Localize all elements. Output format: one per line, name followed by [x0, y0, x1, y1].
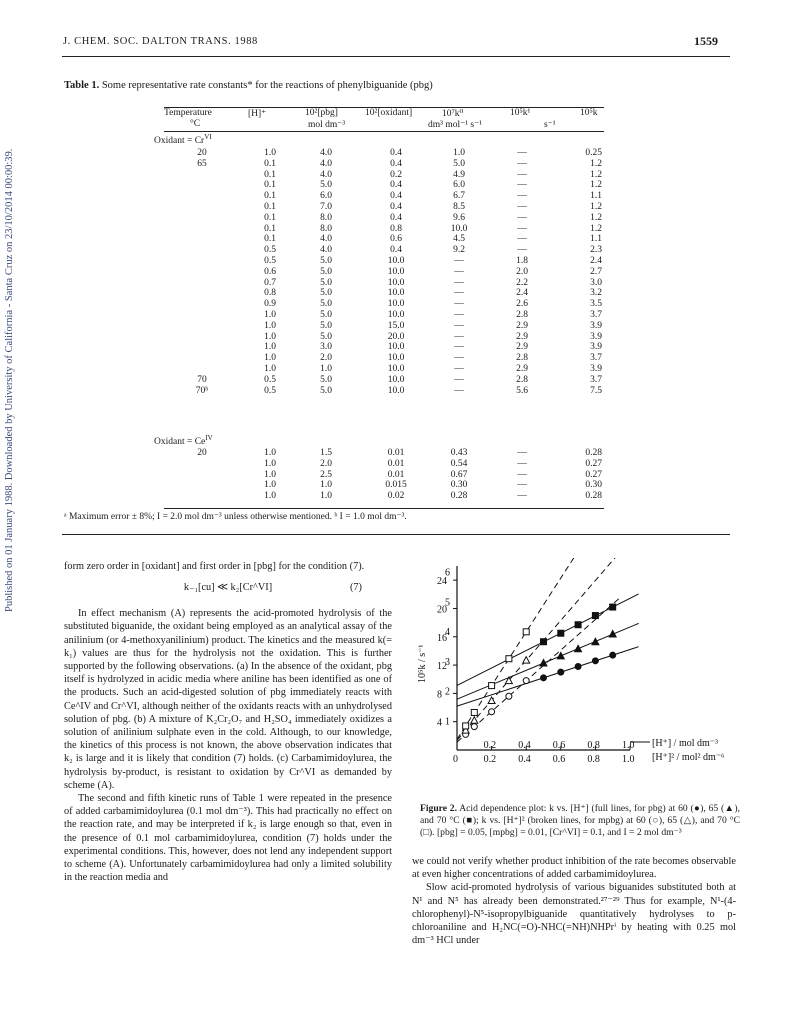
- cell-pbg: 2.0: [320, 458, 332, 469]
- cell-h-plus: 0.5: [264, 245, 276, 256]
- cell-h-plus: 1.0: [264, 310, 276, 320]
- right-paragraph-1: we could not verify whether product inhibition of the rate becomes observable at even higher concentrations of added carbamimidoylurea.: [412, 856, 736, 881]
- cell-h-plus: 0.5: [264, 256, 276, 266]
- cell-pbg: 4.0: [320, 234, 332, 245]
- cell-k0: 0.43: [450, 448, 468, 458]
- cell-pbg: 4.0: [320, 169, 332, 180]
- cell-h-plus: 0.1: [264, 169, 276, 180]
- section-ce: Oxidant = $Ce^{IV}$: [154, 434, 213, 448]
- table-row: [150, 202, 620, 213]
- data-point-circle: [471, 724, 477, 730]
- cell-h-plus: 0.1: [264, 158, 276, 169]
- cell-k: 2.7: [590, 266, 602, 277]
- cell-pbg: 5.0: [320, 266, 332, 277]
- x-top-tick-label: 0.4: [518, 740, 531, 751]
- header-s-unit: s⁻¹: [544, 120, 556, 130]
- cell-h-plus: 1.0: [264, 320, 276, 331]
- cell-k1: 2.9: [516, 331, 528, 342]
- table-row: [150, 256, 620, 267]
- cell-k1: —: [517, 158, 527, 169]
- table-row: [150, 159, 620, 170]
- equation-number: (7): [349, 582, 362, 594]
- cell-pbg: 1.5: [320, 448, 332, 458]
- x-top-tick-label: 0.8: [587, 740, 600, 751]
- cell-pbg: 4.0: [320, 158, 332, 169]
- x-bottom-tick-label: 0.2: [483, 754, 497, 765]
- header-conc-unit: mol dm⁻³: [308, 120, 346, 130]
- cell-k: 3.0: [590, 277, 602, 288]
- cell-oxidant: 0.01: [387, 458, 405, 469]
- acid-dependence-plot: [415, 558, 745, 798]
- table-footnote: ᵃ Maximum error ± 8%; I = 2.0 mol dm⁻³ unless otherwise mentioned. ᵇ I = 1.0 mol dm⁻³.: [64, 512, 407, 522]
- table-row: [150, 332, 620, 343]
- data-point-circle: [523, 678, 529, 684]
- x-bottom-tick-label: 0.4: [518, 754, 531, 765]
- y-inner-tick-label: 3: [445, 656, 450, 668]
- cell-h-plus: 0.9: [264, 299, 276, 310]
- data-point-circle: [558, 669, 564, 675]
- table-label: Table 1.: [64, 80, 100, 91]
- data-point-circle: [575, 663, 581, 669]
- cell-k: 0.28: [585, 491, 602, 502]
- page-number: 1559: [694, 34, 718, 48]
- data-point-circle: [592, 658, 598, 664]
- table-row: [150, 191, 620, 202]
- table-row: [150, 364, 620, 375]
- table-row: [150, 491, 620, 502]
- cell-k0: 6.7: [453, 191, 465, 202]
- table-row: [150, 180, 620, 191]
- cell-k1: —: [517, 191, 527, 202]
- left-paragraph-1: In effect mechanism (A) represents the acid-promoted hydrolysis of the substituted biguanide, the oxidant being employed as an analytical assay of the anilinium (or 4-methoxyanilinium) product. The kinetics and the measured k(= k₁) values are thus for the hydrolysis not the oxidation. This is further supported by the following observations. (a) In the absence of the oxidant, pbg itself is hydrolyzed in acidic media where aniline has been identified as one of the products. Such an acid-digested solution of pbg immediately reacts with Ce^IV and Cr^VI, although neither of the oxidants reacts with an unhydrolysed solution of pbg. (b) A mixture of K₂Cr₂O₇ and H₂SO₄ immediately oxidizes a solution of anilinium sulphate even in the cold. Although, to our knowledge, the kinetics of this process is not known, the above observation indicates that k₂ is large and it is likely that condition (7) holds. (c) Carbamimidoylurea, the hydrolysis by-product, is resistant to oxidation by Cr^VI as demanded by scheme (A).: [64, 608, 392, 791]
- data-point-square: [523, 629, 529, 635]
- table-caption-text: Some representative rate constants* for the reactions of phenylbiguanide (pbg): [101, 80, 433, 91]
- cell-k: 3.7: [590, 310, 602, 320]
- y-outer-tick-label: 20: [437, 604, 447, 616]
- cell-k0: —: [454, 331, 464, 342]
- cell-k1: 2.9: [516, 342, 528, 353]
- figure-caption-text: Acid dependence plot: k vs. [H⁺] (full lines, for pbg) at 60 (●), 65 (▲), and 70 °C (■); k vs. [H⁺]² (broken lines, for mpbg) at 60 (○), 65 (△), and 70 °C (□). [pbg] = 0.05, [mpbg] = 0.01, [Cr^VI] = 0.1, and I = 2 mol dm⁻³: [420, 803, 740, 838]
- cell-pbg: 7.0: [320, 202, 332, 212]
- cell-oxidant: 0.4: [390, 191, 402, 202]
- table-section-rule: [62, 534, 730, 535]
- cell-pbg: 6.0: [320, 191, 332, 202]
- header-k0-unit: dm³ mol⁻¹ s⁻¹: [428, 120, 482, 130]
- cell-k0: —: [454, 256, 464, 266]
- cell-k: 3.2: [590, 288, 602, 299]
- header-k: 10⁵k: [580, 108, 598, 118]
- x-top-tick-label: 1.0: [622, 740, 635, 751]
- cell-k: 0.27: [585, 458, 602, 469]
- cell-k0: 4.9: [453, 169, 465, 180]
- x-bottom-tick-label: 1.0: [622, 754, 635, 765]
- cell-k1: —: [517, 491, 527, 502]
- cell-k1: —: [517, 180, 527, 191]
- cell-pbg: 5.0: [320, 331, 332, 342]
- cell-oxidant: 0.02: [387, 491, 405, 502]
- cell-h-plus: 0.6: [264, 266, 276, 277]
- data-point-square: [558, 630, 564, 636]
- cell-oxidant: 10.0: [387, 288, 405, 299]
- y-inner-tick-label: 1: [445, 716, 450, 728]
- table-row: [150, 288, 620, 299]
- cell-k0: —: [454, 320, 464, 331]
- table-row: [150, 386, 620, 397]
- y-inner-tick-label: 6: [445, 567, 450, 579]
- cell-k0: 5.0: [453, 158, 465, 169]
- x-top-tick-label: 0.2: [483, 740, 497, 751]
- cell-k0: 0.54: [450, 458, 468, 469]
- figure-2-chart: [415, 558, 745, 798]
- cell-k: 0.30: [585, 480, 602, 491]
- cell-k: 1.2: [590, 180, 602, 191]
- data-point-triangle: [471, 717, 478, 724]
- cell-h-plus: 0.1: [264, 234, 276, 245]
- cell-k1: 1.8: [516, 256, 528, 266]
- cell-k1: 5.6: [516, 385, 528, 396]
- cell-k1: 2.4: [516, 288, 528, 299]
- cell-oxidant: 10.0: [387, 299, 405, 310]
- cell-h-plus: 0.8: [264, 288, 276, 299]
- cell-pbg: 4.0: [320, 245, 332, 256]
- cell-k0: 0.67: [450, 469, 468, 480]
- cell-k1: 2.8: [516, 374, 528, 385]
- table-row: [150, 170, 620, 181]
- data-point-square: [575, 622, 581, 628]
- x-bottom-axis-label: [H⁺]² / mol² dm⁻⁶: [652, 752, 725, 763]
- cell-k0: —: [454, 266, 464, 277]
- figure-caption: [420, 803, 740, 839]
- table-row: [150, 234, 620, 245]
- cell-pbg: 5.0: [320, 256, 332, 266]
- data-point-circle: [610, 652, 616, 658]
- cell-k: 1.2: [590, 202, 602, 212]
- cell-pbg: 5.0: [320, 180, 332, 191]
- publication-info: Published on 01 January 1988. Downloaded by University of California - Santa Cruz on 23/10/2014 00:00:39.: [4, 148, 15, 612]
- cell-oxidant: 10.0: [387, 266, 405, 277]
- cell-pbg: 5.0: [320, 374, 332, 385]
- table-row: [150, 310, 620, 321]
- cell-k: 3.9: [590, 342, 602, 353]
- cell-oxidant: 0.6: [390, 234, 402, 245]
- cell-h-plus: 0.7: [264, 277, 276, 288]
- header-temperature: Temperature: [164, 108, 212, 118]
- data-point-square: [489, 683, 495, 689]
- cell-k: 1.2: [590, 169, 602, 180]
- cell-k0: 0.30: [450, 480, 468, 491]
- cell-oxidant: 10.0: [387, 256, 405, 266]
- y-inner-tick-label: 4: [445, 627, 450, 639]
- cell-oxidant: 0.8: [390, 223, 402, 234]
- y-outer-tick-label: 16: [437, 632, 447, 644]
- x-bottom-tick-label: 0.6: [552, 754, 566, 765]
- cell-pbg: 8.0: [320, 212, 332, 223]
- cell-oxidant: 0.4: [390, 212, 402, 223]
- cell-h-plus: 1.0: [264, 342, 276, 353]
- left-column: [64, 560, 392, 884]
- x-bottom-tick-label: 0: [453, 754, 458, 765]
- cell-pbg: 8.0: [320, 223, 332, 234]
- data-point-triangle: [557, 652, 564, 659]
- cell-pbg: 5.0: [320, 277, 332, 288]
- cell-k: 0.27: [585, 469, 602, 480]
- cell-k1: —: [517, 234, 527, 245]
- cell-oxidant: 20.0: [387, 331, 405, 342]
- cell-h-plus: 0.5: [264, 374, 276, 385]
- cell-h-plus: 1.0: [264, 353, 276, 364]
- cell-oxidant: 0.01: [387, 469, 405, 480]
- cell-k: 3.7: [590, 374, 602, 385]
- cell-h-plus: 0.1: [264, 212, 276, 223]
- cell-h-plus: 1.0: [264, 148, 276, 158]
- y-axis-label: 10⁵k / s⁻¹: [417, 644, 428, 683]
- cell-oxidant: 15.0: [387, 320, 405, 331]
- table-row: [150, 278, 620, 289]
- cell-k: 3.5: [590, 299, 602, 310]
- cell-h-plus: 1.0: [264, 469, 276, 480]
- cell-h-plus: 0.1: [264, 191, 276, 202]
- data-point-square: [463, 723, 469, 729]
- cell-k0: —: [454, 310, 464, 320]
- cell-k0: 1.0: [453, 148, 465, 158]
- cell-temperature: 20: [197, 448, 207, 458]
- cell-k: 2.3: [590, 245, 602, 256]
- cell-k1: —: [517, 202, 527, 212]
- journal-header: J. CHEM. SOC. DALTON TRANS. 1988: [63, 36, 258, 47]
- cell-oxidant: 0.2: [390, 169, 402, 180]
- cell-k: 3.9: [590, 331, 602, 342]
- cell-k0: 8.5: [453, 202, 465, 212]
- cell-pbg: 4.0: [320, 148, 332, 158]
- cell-k: 0.28: [585, 448, 602, 458]
- cell-k1: —: [517, 245, 527, 256]
- cell-k: 2.4: [590, 256, 602, 266]
- table-caption: [64, 80, 433, 91]
- cell-k: 3.9: [590, 320, 602, 331]
- cell-k: 7.5: [590, 385, 602, 396]
- cell-k1: 2.0: [516, 266, 528, 277]
- cell-k0: 9.6: [453, 212, 465, 223]
- cell-k1: 2.6: [516, 299, 528, 310]
- data-point-square: [592, 613, 598, 619]
- cell-k0: —: [454, 299, 464, 310]
- cell-k1: 2.9: [516, 364, 528, 374]
- series-line-4: [457, 558, 621, 740]
- cell-k: 0.25: [585, 148, 602, 158]
- y-outer-tick-label: 24: [437, 576, 447, 588]
- header-oxidant: 10²[oxidant]: [365, 108, 413, 118]
- cell-h-plus: 1.0: [264, 480, 276, 491]
- cell-h-plus: 0.1: [264, 223, 276, 234]
- cell-h-plus: 1.0: [264, 458, 276, 469]
- cell-pbg: 1.0: [320, 364, 332, 374]
- data-point-triangle: [488, 697, 495, 704]
- cell-temperature: 70: [197, 374, 207, 385]
- cell-k0: —: [454, 385, 464, 396]
- table-row: [150, 245, 620, 256]
- right-paragraph-2: Slow acid-promoted hydrolysis of various biguanides substituted both at N¹ and N⁵ has already been demonstrated.²⁷⁻²⁹ Thus for example, N¹-(4-chlorophenyl)-N⁵-isopropylbiguanide quantitatively hydrolyses to p-chloroaniline and H₂NC(=O)-NHC(=NH)NHPrⁱ by heating with 0.25 mol dm⁻³ HCl under: [412, 882, 736, 947]
- cell-oxidant: 0.4: [390, 245, 402, 256]
- y-inner-tick-label: 5: [445, 597, 450, 609]
- cell-k0: —: [454, 374, 464, 385]
- cell-oxidant: 10.0: [387, 353, 405, 364]
- data-point-square: [541, 639, 547, 645]
- table-row: [150, 470, 620, 481]
- header-temperature-unit: °C: [190, 119, 201, 129]
- cell-k1: 2.2: [516, 277, 528, 288]
- cell-oxidant: 10.0: [387, 310, 405, 320]
- y-outer-tick-label: 8: [437, 689, 442, 701]
- cell-pbg: 1.0: [320, 491, 332, 502]
- cell-oxidant: 10.0: [387, 277, 405, 288]
- x-top-tick-label: 0.6: [552, 740, 566, 751]
- table-bottom-rule: [164, 508, 604, 509]
- left-paragraph-0: form zero order in [oxidant] and first order in [pbg] for the condition (7).: [64, 561, 365, 572]
- table-row: [150, 224, 620, 235]
- header-k1: 10⁵k¹: [510, 108, 531, 118]
- cell-k1: —: [517, 223, 527, 234]
- cell-k1: —: [517, 458, 527, 469]
- cell-oxidant: 0.4: [390, 180, 402, 191]
- table-header-rule: [164, 131, 604, 132]
- table-row: [150, 267, 620, 278]
- cell-k0: —: [454, 353, 464, 364]
- cell-k0: —: [454, 342, 464, 353]
- table-row: [150, 353, 620, 364]
- cell-k0: —: [454, 288, 464, 299]
- cell-pbg: 3.0: [320, 342, 332, 353]
- table-row: [150, 459, 620, 470]
- data-point-triangle: [523, 657, 530, 664]
- table-row: [150, 299, 620, 310]
- cell-k1: —: [517, 212, 527, 223]
- table-row: [150, 375, 620, 386]
- cell-k0: 4.5: [453, 234, 465, 245]
- table-row: [150, 480, 620, 491]
- cell-k: 1.1: [590, 191, 602, 202]
- cell-k1: —: [517, 480, 527, 491]
- cell-h-plus: 1.0: [264, 364, 276, 374]
- cell-h-plus: 1.0: [264, 331, 276, 342]
- cell-k0: —: [454, 364, 464, 374]
- cell-pbg: 5.0: [320, 320, 332, 331]
- cell-pbg: 5.0: [320, 288, 332, 299]
- figure-label: Figure 2.: [420, 803, 457, 814]
- header-rule: [62, 56, 730, 57]
- cell-oxidant: 0.015: [385, 480, 407, 491]
- data-point-triangle: [575, 645, 582, 652]
- section-cr: Oxidant = $Cr^{VI}$: [154, 133, 212, 147]
- cell-oxidant: 10.0: [387, 374, 405, 385]
- cell-k1: —: [517, 169, 527, 180]
- cell-oxidant: 10.0: [387, 364, 405, 374]
- cell-k0: 9.2: [453, 245, 465, 256]
- equation-7: [64, 581, 392, 601]
- cell-temperature: 65: [197, 158, 207, 169]
- publication-sidebar: [4, 0, 20, 1032]
- cell-h-plus: 0.5: [264, 385, 276, 396]
- cell-k1: —: [517, 148, 527, 158]
- x-bottom-tick-label: 0.8: [587, 754, 600, 765]
- equation-text: k₋₁[cu] ≪ k₂[Cr^VI]: [183, 582, 273, 594]
- cell-oxidant: 0.4: [390, 202, 402, 212]
- cell-oxidant: 0.01: [387, 448, 405, 458]
- table-row: [150, 448, 620, 459]
- cell-pbg: 5.0: [320, 310, 332, 320]
- data-point-circle: [541, 675, 547, 681]
- header-pbg: 10²[pbg]: [305, 108, 338, 118]
- cell-h-plus: 1.0: [264, 491, 276, 502]
- y-outer-tick-label: 4: [437, 717, 442, 729]
- cell-oxidant: 10.0: [387, 385, 405, 396]
- cell-temperature: 70ᵇ: [195, 385, 209, 396]
- cell-pbg: 1.0: [320, 480, 332, 491]
- data-point-circle: [506, 693, 512, 699]
- cell-k: 3.7: [590, 353, 602, 364]
- cell-k: 1.1: [590, 234, 602, 245]
- cell-k: 1.2: [590, 212, 602, 223]
- cell-k0: 0.28: [450, 491, 468, 502]
- cell-k: 1.2: [590, 223, 602, 234]
- cell-pbg: 2.0: [320, 353, 332, 364]
- cell-k1: —: [517, 448, 527, 458]
- cell-k0: 10.0: [450, 223, 468, 234]
- cell-oxidant: 0.4: [390, 148, 402, 158]
- cell-pbg: 5.0: [320, 299, 332, 310]
- cell-h-plus: 0.1: [264, 180, 276, 191]
- left-paragraph-2: The second and fifth kinetic runs of Table 1 were repeated in the presence of added carbamimidoylurea (0.1 mol dm⁻³). This had practically no effect on the reaction rate, and may be interpreted if k₂ is large enough so that, even in the presence of 0.1 mol carbamimidoylurea, condition (7) holds under the experimental conditions. This, however, does not lend any independent support to scheme (A). Unfortunately carbamimidoylurea had only a limited solubility in the reaction media and: [64, 793, 392, 884]
- cell-k1: 2.9: [516, 320, 528, 331]
- table-row: [150, 213, 620, 224]
- series-line-5: [457, 558, 621, 739]
- cell-pbg: 2.5: [320, 469, 332, 480]
- cell-k0: 6.0: [453, 180, 465, 191]
- cell-k1: —: [517, 469, 527, 480]
- data-point-circle: [489, 709, 495, 715]
- cell-k: 1.2: [590, 158, 602, 169]
- cell-temperature: 20: [197, 148, 207, 158]
- cell-k1: 2.8: [516, 310, 528, 320]
- cell-oxidant: 0.4: [390, 158, 402, 169]
- right-column: [412, 855, 736, 947]
- cell-pbg: 5.0: [320, 385, 332, 396]
- cell-oxidant: 10.0: [387, 342, 405, 353]
- cell-h-plus: 0.1: [264, 202, 276, 212]
- header-k0: 10⁷k⁰: [442, 109, 464, 119]
- y-outer-tick-label: 12: [437, 661, 447, 673]
- y-inner-tick-label: 2: [445, 686, 450, 698]
- data-point-triangle: [592, 638, 599, 645]
- header-h-plus: [H]⁺: [248, 109, 267, 119]
- table-row: [150, 321, 620, 332]
- x-top-axis-label: [H⁺] / mol dm⁻³: [652, 738, 719, 749]
- cell-k: 3.9: [590, 364, 602, 374]
- table-row: [150, 342, 620, 353]
- data-point-square: [506, 656, 512, 662]
- data-point-square: [610, 604, 616, 610]
- cell-h-plus: 1.0: [264, 448, 276, 458]
- data-point-square: [471, 709, 477, 715]
- cell-k1: 2.8: [516, 353, 528, 364]
- cell-k0: —: [454, 277, 464, 288]
- table-row: [150, 148, 620, 159]
